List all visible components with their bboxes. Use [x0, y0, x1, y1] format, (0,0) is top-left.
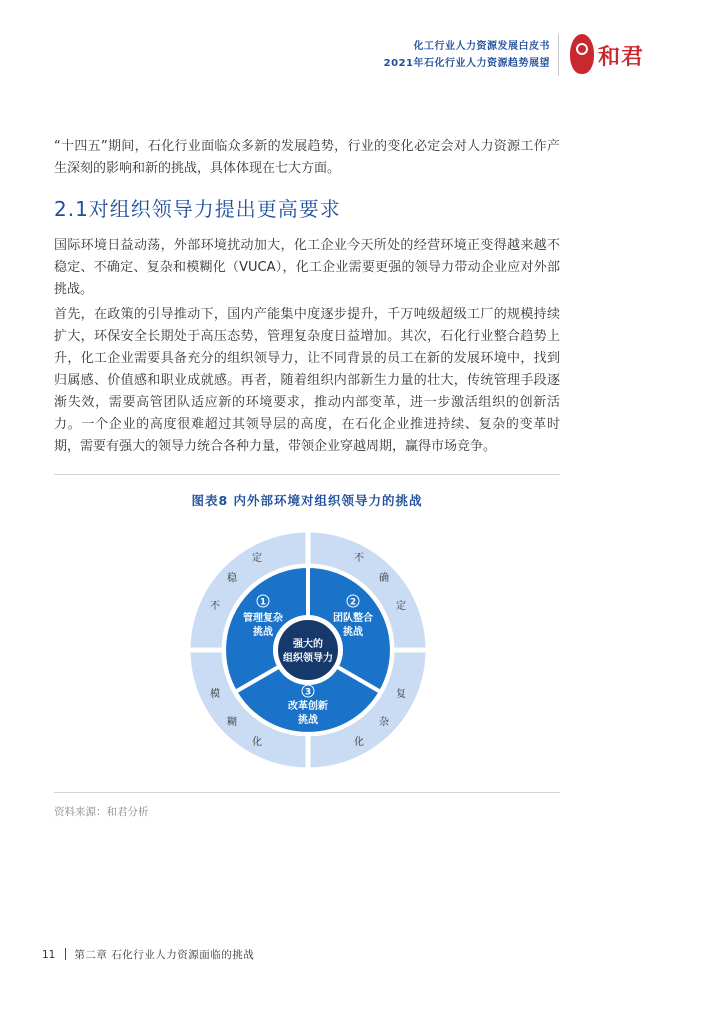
- inner-number-2: 2: [349, 597, 357, 608]
- figure-title: 图表8 内外部环境对组织领导力的挑战: [191, 493, 423, 508]
- outer-char: 定: [252, 553, 262, 564]
- outer-char: 不: [354, 553, 364, 564]
- header-title-line2: 2021年石化行业人力资源趋势展望: [383, 58, 550, 69]
- header-divider: [558, 34, 559, 76]
- center-label-line1: 强大的: [293, 639, 323, 650]
- leadership-challenge-diagram: [186, 525, 430, 775]
- inner-label-2-line1: 团队整合: [333, 613, 373, 624]
- outer-char: 模: [210, 689, 220, 700]
- outer-char: 杂: [379, 717, 389, 728]
- page-number: 11: [42, 949, 56, 961]
- section-paragraph-1: 国际环境日益动荡，外部环境扰动加大，化工企业今天所处的经营环境正变得越来越不稳定、不确定、复杂和模糊化（VUCA），化工企业需要更强的领导力带动企业应对外部挑战。: [54, 238, 560, 297]
- header-title-line1: 化工行业人力资源发展白皮书: [413, 41, 550, 52]
- inner-label-1-line1: 管理复杂: [243, 613, 283, 624]
- outer-char: 化: [354, 737, 364, 748]
- intro-paragraph: “十四五”期间，石化行业面临众多新的发展趋势，行业的变化必定会对人力资源工作产生深刻的影响和新的挑战，具体体现在七大方面。: [54, 139, 560, 176]
- inner-number-1: 1: [259, 597, 267, 608]
- outer-char: 定: [396, 601, 406, 612]
- footer-separator: [65, 948, 66, 960]
- outer-char: 不: [210, 601, 220, 612]
- outer-char: 复: [396, 689, 406, 700]
- inner-label-2-line2: 挑战: [343, 627, 363, 638]
- center-label-line2: 组织领导力: [283, 653, 333, 664]
- chapter-title: 第二章 石化行业人力资源面临的挑战: [74, 949, 255, 961]
- outer-char: 稳: [227, 573, 237, 584]
- report-header: [384, 38, 550, 72]
- inner-label-1-line2: 挑战: [253, 627, 273, 638]
- page-footer: [42, 947, 254, 962]
- figure-top-rule: [54, 474, 560, 475]
- inner-label-3-line2: 挑战: [298, 715, 318, 726]
- inner-number-3: 3: [304, 687, 312, 698]
- figure-source: 资料来源：和君分析: [54, 806, 149, 818]
- brand-logo: 和君: [598, 45, 645, 70]
- section-paragraph-2: 首先，在政策的引导推动下，国内产能集中度逐步提升，千万吨级超级工厂的规模持续扩大，环保安全长期处于高压态势，管理复杂度日益增加。其次，石化行业整合趋势上升，化工企业需要具备充分的组织领导力，让不同背景的员工在新的发展环境中，找到归属感、价值感和职业成就感。再者，随着组织内部新生力量的壮大，传统管理手段逐渐失效，需要高管团队适应新的环境要求，推动内部变革，进一步激活组织的创新活力。一个企业的高度很难超过其领导层的高度，在石化企业推进持续、复杂的变革时期，需要有强大的领导力统合各种力量，带领企业穿越周期，赢得市场竞争。: [54, 307, 560, 454]
- section-title: 2.1对组织领导力提出更高要求: [54, 197, 341, 221]
- outer-char: 化: [252, 737, 262, 748]
- inner-label-3-line1: 改革创新: [288, 701, 328, 712]
- outer-char: 糊: [227, 717, 237, 728]
- figure-bottom-rule: [54, 792, 560, 793]
- outer-char: 确: [379, 573, 389, 584]
- logo-seal-icon: [570, 34, 594, 74]
- center-core: [277, 619, 339, 681]
